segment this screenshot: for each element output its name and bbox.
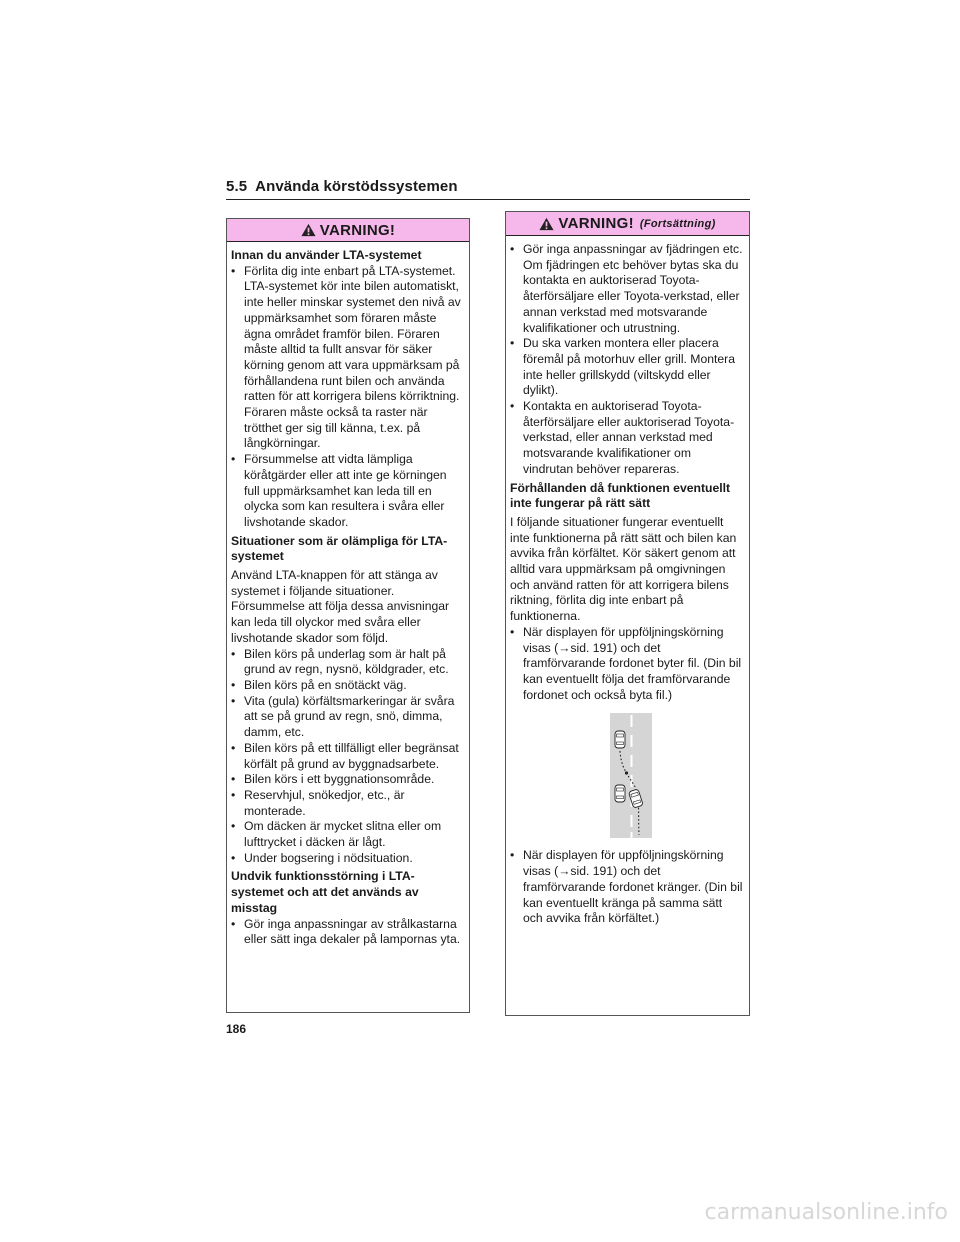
list-item: • Gör inga anpassningar av fjädringen etc. Om fjädringen etc behöver bytas ska du kontakta en auktoriserad Toyota-återförsäljare eller Toyota-verkstad, eller annan verkstad med motsvarande kvalifikationer och utrustning. xyxy=(510,242,743,335)
page-number: 186 xyxy=(226,1022,247,1036)
list-item: • Reservhjul, snökedjor, etc., är monterade. xyxy=(231,787,405,818)
bullet-list xyxy=(231,264,464,531)
heading-unsuitable-situations: Situationer som är olämpliga för LTA-systemet xyxy=(231,533,448,564)
warning-triangle-icon xyxy=(539,217,554,231)
bullet-list xyxy=(231,917,464,948)
watermark: carmanualsonline.info xyxy=(704,1200,948,1225)
warning-title: VARNING! xyxy=(319,221,396,239)
heading-avoid-malfunction: Undvik funktionsstörning i LTA-systemet och att det används av misstag xyxy=(231,869,419,915)
bullet-list xyxy=(510,625,744,704)
warning-box-right xyxy=(505,211,750,1016)
warning-content-right xyxy=(506,236,749,927)
continued-label: (Fortsättning) xyxy=(639,217,716,230)
warning-triangle-icon xyxy=(301,223,316,237)
heading-before-use: Innan du använder LTA-systemet xyxy=(231,248,422,262)
list-item: • Bilen körs på en snötäckt väg. xyxy=(231,677,407,692)
list-item: • Vita (gula) körfältsmarkeringar är svåra att se på grund av regn, snö, dimma, damm, etc. xyxy=(231,693,455,740)
list-item: • Bilen körs på underlag som är halt på grund av regn, nysnö, köldgrader, etc. xyxy=(231,646,449,677)
bullet-list xyxy=(510,848,744,927)
bullet-list xyxy=(231,647,464,867)
warning-title: VARNING! xyxy=(558,215,634,232)
list-item: • Bilen körs på ett tillfälligt eller begränsat körfält på grund av byggnadsarbete. xyxy=(231,740,459,771)
warning-header xyxy=(227,219,469,242)
list-item: • När displayen för uppföljningskörning visas (→sid. 191) och det framförvarande fordonet byter fil. (Din bil kan eventuellt följa det framförvarande fordonet och också byta fil.) xyxy=(510,624,742,702)
list-item: • När displayen för uppföljningskörning visas (→sid. 191) och det framförvarande fordonet kränger. (Din bil kan eventuellt kränga på samma sätt och avvika från körfältet.) xyxy=(510,848,743,926)
list-item: • Under bogsering i nödsituation. xyxy=(231,850,413,865)
list-item: • Förlita dig inte enbart på LTA-systemet. LTA-systemet kör inte bilen automatiskt, inte heller minskar systemet den nivå av uppmärksamhet som föraren måste ägna området framför bilen. Föraren måste alltid ta fullt ansvar för säker körning genom att vara uppmärksam på förhållandena runt bilen och använda ratten för att korrigera bilens körriktning. Föraren måste också ta raster när trötthet ger sig till känna, t.ex. på långkörningar. xyxy=(231,263,461,451)
lane-change-illustration xyxy=(610,713,652,838)
list-item: • Gör inga anpassningar av strålkastarna eller sätt inga dekaler på lampornas yta. xyxy=(231,916,461,947)
warning-header xyxy=(506,212,749,236)
warning-box-left xyxy=(226,218,470,1013)
list-item: • Du ska varken montera eller placera föremål på motorhuv eller grill. Montera inte heller grillskydd (viltskydd eller dylikt). xyxy=(510,336,736,398)
heading-conditions: Förhållanden då funktionen eventuellt inte fungerar på rätt sätt xyxy=(510,480,731,511)
section-header xyxy=(226,178,750,200)
section-number: 5.5 xyxy=(226,178,248,195)
section-title: Använda körstödssystemen xyxy=(255,178,458,195)
bullet-list xyxy=(510,242,744,478)
list-item: • Kontakta en auktoriserad Toyota-återförsäljare eller auktoriserad Toyota-verkstad, eller annan verkstad med motsvarande kvalifikationer om vindrutan behöver repareras. xyxy=(510,399,735,476)
list-item: • Försummelse att vidta lämpliga köråtgärder eller att inte ge körningen full uppmärksamhet kan leda till en olycka som kan resultera i svåra eller livshotande skador. xyxy=(231,452,447,529)
paragraph: Använd LTA-knappen för att stänga av systemet i följande situationer. Försummelse att följa dessa anvisningar kan leda till olyckor med svåra eller livshotande skador som följd. xyxy=(231,568,450,645)
paragraph: I följande situationer fungerar eventuellt inte funktionerna på rätt sätt och bilen kan avvika från körfältet. Kör säkert genom att alltid vara uppmärksam på omgivningen och använd ratten för att korrigera bilens riktning, förlita dig inte enbart på funktionerna. xyxy=(510,514,737,624)
warning-content-left xyxy=(227,242,469,948)
list-item: • Bilen körs i ett byggnationsområde. xyxy=(231,772,435,787)
list-item: • Om däcken är mycket slitna eller om lufttrycket i däcken är lågt. xyxy=(231,819,442,850)
